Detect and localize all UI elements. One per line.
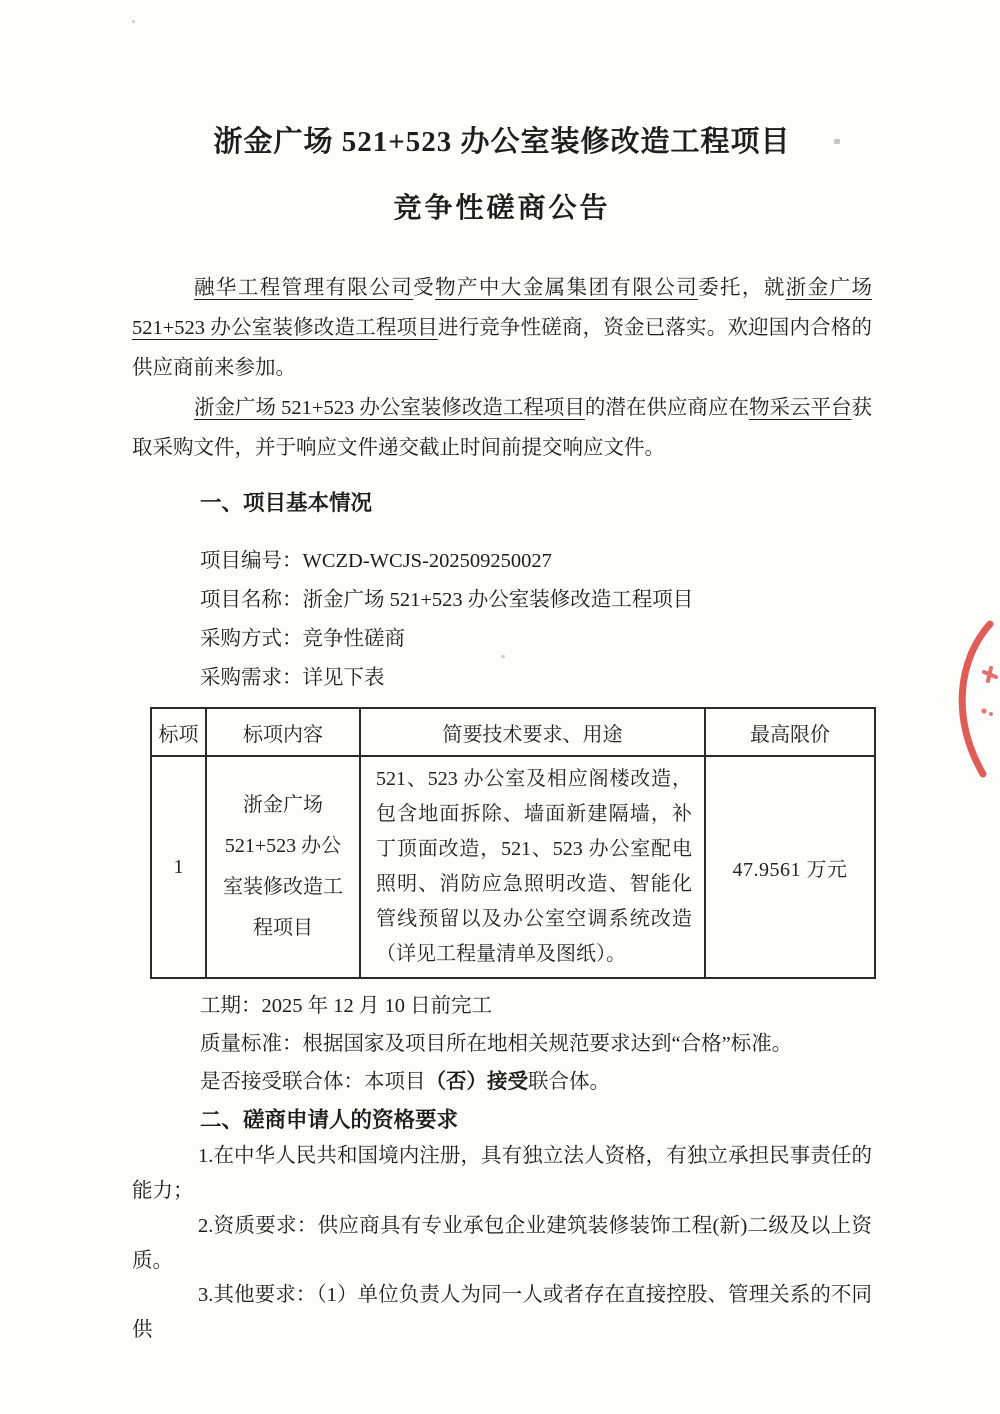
project-name-underlined: 浙金广场521+523 办公室装修改造工程项目 <box>132 277 873 339</box>
project-number-line <box>132 542 872 581</box>
intro-p2-text: 的潜在供应商应在 <box>584 397 749 419</box>
cell-item-no: 1 <box>151 756 206 978</box>
quality-standard-line: 质量标准：根据国家及项目所在地相关规范要求达到“合格”标准。 <box>200 1033 793 1055</box>
procurement-demand-value: 详见下表 <box>302 667 385 689</box>
qualification-item-3: 3.其他要求：（1）单位负责人为同一人或者存在直接控股、管理关系的不同供 <box>132 1284 872 1341</box>
intro-p2-text: 获取采购文件，并于响应文件递交截止时间前提交响应文件。 <box>132 397 873 459</box>
section-1-heading: 一、项目基本情况 <box>200 491 373 515</box>
project-number-value: WCZD-WCJS-202509250027 <box>302 550 552 572</box>
table-header-row <box>151 708 875 756</box>
section-2-heading: 二、磋商申请人的资格要求 <box>200 1108 459 1132</box>
project-name-underlined: 浙金广场 521+523 办公室装修改造工程项目 <box>194 397 585 419</box>
document-subtitle: 竞争性磋商公告 <box>393 193 611 224</box>
document-title: 浙金广场 521+523 办公室装修改造工程项目 <box>213 126 791 158</box>
cell-item-content: 浙金广场 521+523 办公室装修改造工程项目 <box>206 756 360 978</box>
intro-paragraph-1 <box>132 268 872 388</box>
procurement-method-label: 采购方式： <box>200 628 303 650</box>
cell-max-price: 47.9561 万元 <box>705 756 875 978</box>
intro-p1-text: 受 <box>413 277 436 299</box>
consortium-text: 联合体。 <box>528 1071 610 1093</box>
consortium-line <box>132 1063 872 1101</box>
qualification-item-2: 2.资质要求：供应商具有专业承包企业建筑装修装饰工程(新)二级及以上资质。 <box>132 1215 872 1272</box>
principal-company-name: 物产中大金属集团有限公司 <box>435 277 699 299</box>
intro-p1-text: 进行竞争性磋商，资金已落实。欢迎国内合格的供应商前来参加。 <box>132 317 873 379</box>
intro-paragraph-2 <box>132 388 872 468</box>
column-header-item-content: 标项内容 <box>206 708 360 756</box>
column-header-requirements: 简要技术要求、用途 <box>360 708 705 756</box>
procurement-method-value: 竞争性磋商 <box>302 628 405 650</box>
project-name-label: 项目名称： <box>200 589 303 611</box>
document-body <box>132 0 872 1347</box>
column-header-max-price: 最高限价 <box>705 708 875 756</box>
consortium-answer: （否）接受 <box>425 1071 528 1093</box>
project-number-label: 项目编号： <box>200 550 303 572</box>
procurement-demand-line <box>132 659 872 698</box>
consortium-text: 是否接受联合体：本项目 <box>200 1071 426 1093</box>
procurement-demand-label: 采购需求： <box>200 667 303 689</box>
agent-company-name: 融华工程管理有限公司 <box>194 277 414 299</box>
project-name-line <box>132 581 872 620</box>
qualification-item-1: 1.在中华人民共和国境内注册，具有独立法人资格，有独立承担民事责任的能力； <box>132 1145 872 1202</box>
table-row <box>151 756 875 978</box>
official-seal-partial-icon <box>938 614 1000 784</box>
procurement-table <box>150 707 876 979</box>
cell-requirements: 521、523 办公室及相应阁楼改造，包含地面拆除、墙面新建隔墙，补丁顶面改造，521、523 办公室配电照明、消防应急照明改造、智能化管线预留以及办公室空调系统改造（详见工程量清单及图纸）。 <box>360 756 705 978</box>
project-name-value: 浙金广场 521+523 办公室装修改造工程项目 <box>302 589 694 611</box>
duration-line: 工期：2025 年 12 月 10 日前完工 <box>200 995 493 1017</box>
procurement-method-line <box>132 620 872 659</box>
column-header-item-no: 标项 <box>151 708 206 756</box>
platform-name-underlined: 物采云平台 <box>748 397 852 419</box>
intro-p1-text: 委托，就 <box>698 277 786 299</box>
